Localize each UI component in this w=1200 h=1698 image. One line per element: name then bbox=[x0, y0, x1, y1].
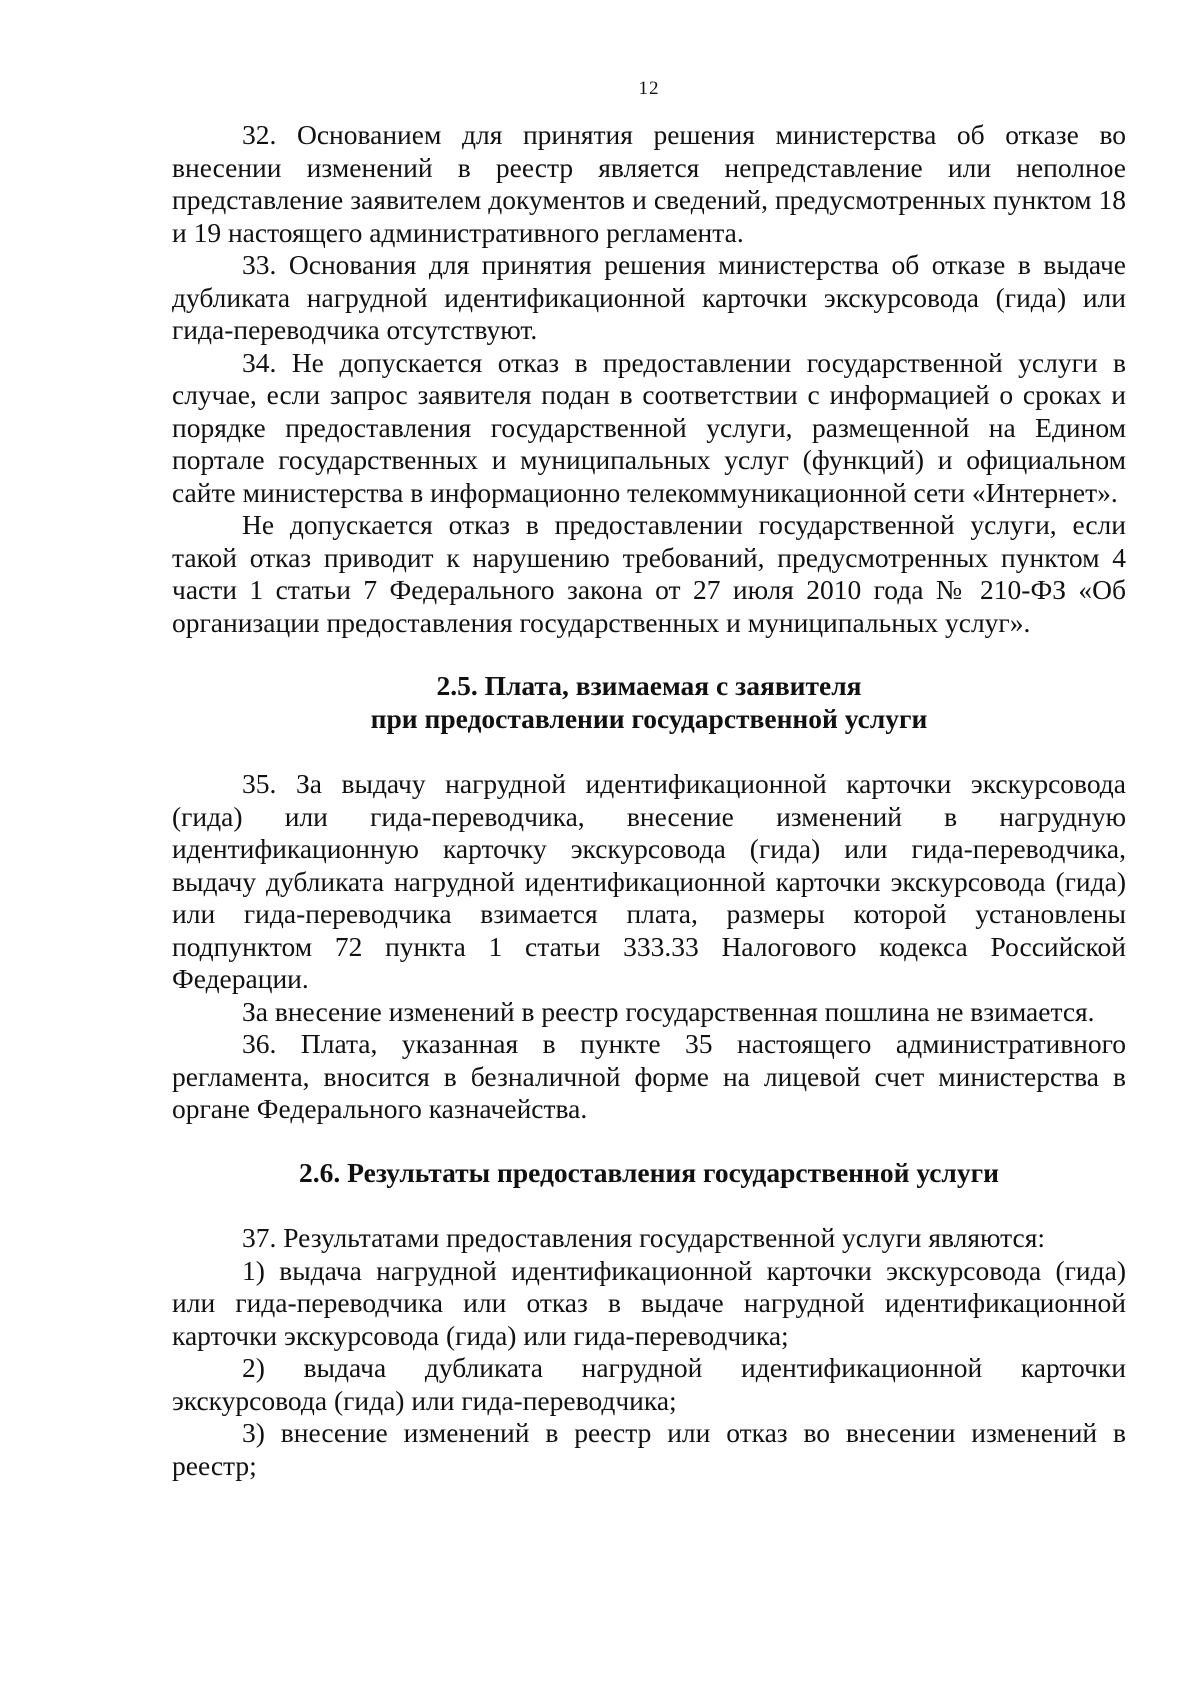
list-item-1: 1) выдача нагрудной идентификационной карточки экскурсовода (гида) или гида-переводчика или отказ в выдаче нагрудной идентификационной карточки экскурсовода (гида) или гида-переводчика; bbox=[172, 1254, 1126, 1351]
section-heading bbox=[172, 670, 1126, 735]
document-body bbox=[172, 119, 1126, 1482]
section-heading-line-1: 2.5. Плата, взимаемая с заявителя bbox=[436, 670, 862, 701]
section-heading-line-2: при предоставлении государственной услуги bbox=[370, 702, 928, 734]
list-item-2: 2) выдача дубликата нагрудной идентификационной карточки экскурсовода (гида) или гида-переводчика; bbox=[172, 1352, 1126, 1416]
section-2-6-heading bbox=[172, 1157, 1126, 1190]
section-2-5-heading bbox=[172, 670, 1126, 735]
paragraph-34-continued: Не допускается отказ в предоставлении государственной услуги, если такой отказ приводит к нарушению требований, предусмотренных пунктом 4 части 1 статьи 7 Федерального закона от 27 июля 2010 года № 210-ФЗ «Об организации предоставления государственных и муниципальных услуг». bbox=[172, 509, 1126, 638]
paragraph-36: 36. Плата, указанная в пункте 35 настоящего административного регламента, вносится в безналичной форме на лицевой счет министерства в органе Федерального казначейства. bbox=[172, 1028, 1126, 1124]
list-item-3: 3) внесение изменений в реестр или отказ во внесении изменений в реестр; bbox=[172, 1417, 1126, 1481]
paragraph-32: 32. Основанием для принятия решения министерства об отказе во внесении изменений в реестр является непредставление или неполное представление заявителем документов и сведений, предусмотренных пунктом 18 и 19 настоящего административного регламента. bbox=[172, 119, 1126, 248]
paragraph-34: 34. Не допускается отказ в предоставлении государственной услуги в случае, если запрос заявителя подан в соответствии с информацией о сроках и порядке предоставления государственной услуги, размещенной на Едином портале государственных и муниципальных услуг (функций) и официальном сайте министерства в информационно телекоммуникационной сети «Интернет». bbox=[172, 346, 1126, 508]
paragraph-37: 37. Результатами предоставления государственной услуги являются: bbox=[242, 1222, 1046, 1253]
paragraph-33: 33. Основания для принятия решения министерства об отказе в выдаче дубликата нагрудной идентификационной карточки экскурсовода (гида) или гида-переводчика отсутствуют. bbox=[172, 249, 1126, 345]
paragraph-35-continued: За внесение изменений в реестр государственная пошлина не взимается. bbox=[242, 995, 1095, 1027]
paragraph-35: 35. За выдачу нагрудной идентификационной карточки экскурсовода (гида) или гида-переводчика, внесение изменений в нагрудную идентификационную карточку экскурсовода (гида) или гида-переводчика, выдачу дубликата нагрудной идентификационной карточки экскурсовода (гида) или гида-переводчика взимается плата, размеры которой установлены подпунктом 72 пункта 1 статьи 333.33 Налогового кодекса Российской Федерации. bbox=[172, 768, 1126, 994]
section-heading: 2.6. Результаты предоставления государственной услуги bbox=[299, 1156, 999, 1188]
page-number: 12 bbox=[638, 78, 660, 99]
